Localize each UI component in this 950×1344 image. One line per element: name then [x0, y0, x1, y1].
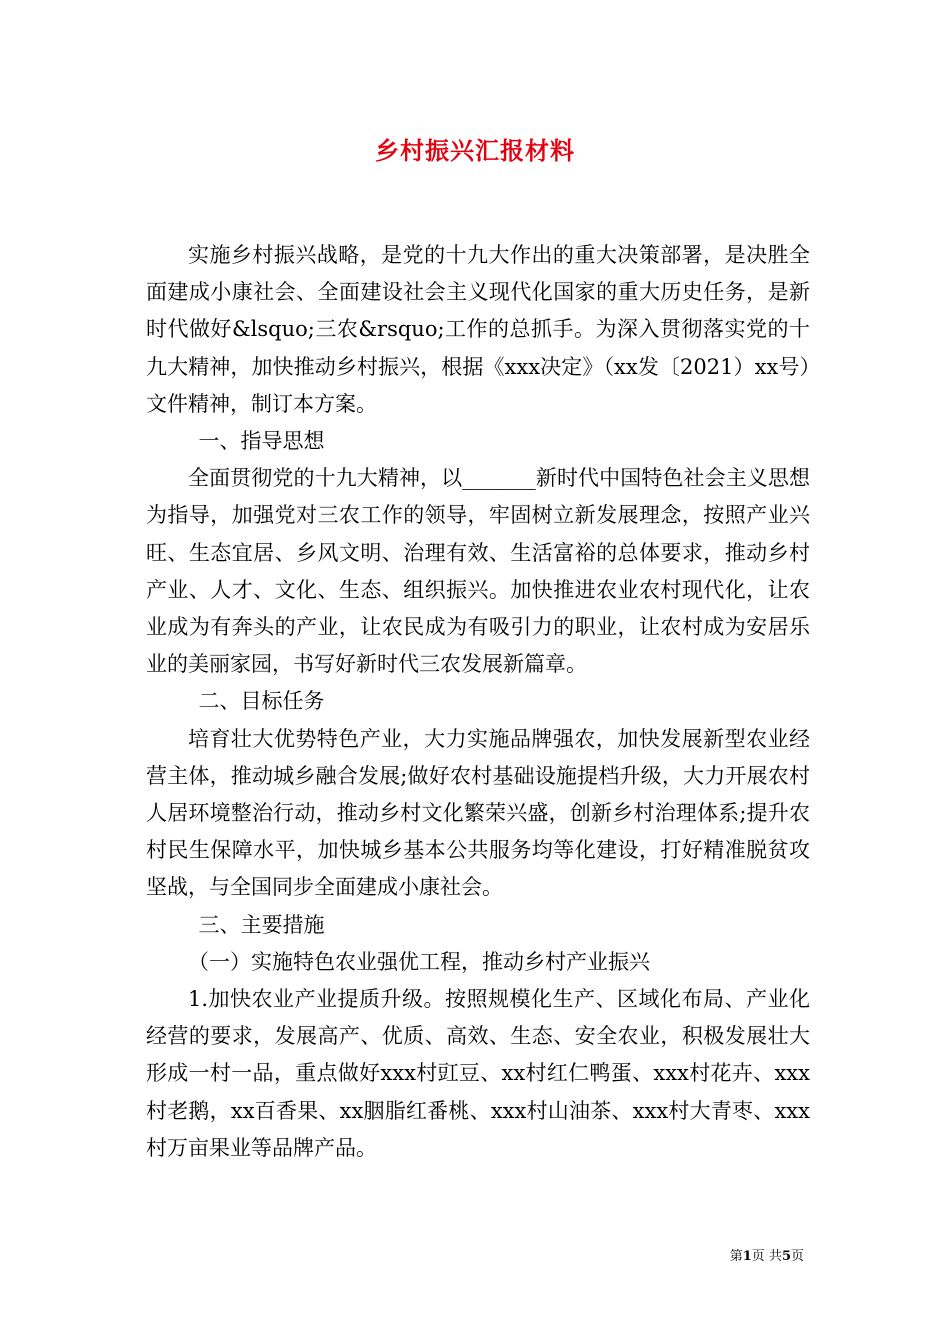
- section-heading-measures: 三、主要措施: [198, 912, 325, 937]
- document-body: [146, 237, 810, 1167]
- footer-total-pages: 5: [781, 1249, 791, 1264]
- intro-paragraph: 实施乡村振兴战略，是党的十九大作出的重大决策部署，是决胜全面建成小康社会、全面建设社会主义现代化国家的重大历史任务，是新时代做好&lsquo;三农&rsquo;工作的总抓手。为深入贯彻落实党的十九大精神，加快推动乡村振兴，根据《xxx决定》（xx发〔2021）xx号）文件精神，制订本方案。: [146, 243, 811, 416]
- subsection-heading-industry: （一）实施特色农业强优工程，推动乡村产业振兴: [188, 949, 650, 974]
- document-title: 乡村振兴汇报材料: [375, 136, 575, 165]
- footer-middle: 页 共: [751, 1249, 782, 1264]
- section-heading-guiding-ideology: 一、指导思想: [198, 429, 325, 454]
- page-number-footer: [730, 1248, 804, 1266]
- footer-prefix: 第: [729, 1249, 743, 1264]
- guiding-ideology-paragraph: 全面贯彻党的十九大精神，以_______新时代中国特色社会主义思想为指导，加强党对三农工作的领导，牢固树立新发展理念，按照产业兴旺、生态宜居、乡风文明、治理有效、生活富裕的总体要求，推动乡村产业、人才、文化、生态、组织振兴。加快推进农业农村现代化，让农业成为有奔头的产业，让农民成为有吸引力的职业，让农村成为安居乐业的美丽家园，书写好新时代三农发展新篇章。: [146, 466, 810, 677]
- measure-1-paragraph: 1.加快农业产业提质升级。按照规模化生产、区域化布局、产业化经营的要求，发展高产、优质、高效、生态、安全农业，积极发展壮大形成一村一品，重点做好xxx村豇豆、xx村红仁鸭蛋、xxx村花卉、xxx村老鹅，xx百香果、xx胭脂红番桃、xxx村山油茶、xxx村大青枣、xxx村万亩果业等品牌产品。: [146, 987, 810, 1160]
- footer-current-page: 1: [742, 1249, 752, 1264]
- footer-suffix: 页: [790, 1249, 804, 1264]
- goals-paragraph: 培育壮大优势特色产业，大力实施品牌强农，加快发展新型农业经营主体，推动城乡融合发展;做好农村基础设施提档升级，大力开展农村人居环境整治行动，推动乡村文化繁荣兴盛，创新乡村治理体系;提升农村民生保障水平，加快城乡基本公共服务均等化建设，打好精准脱贫攻坚战，与全国同步全面建成小康社会。: [146, 726, 810, 900]
- section-heading-goals: 二、目标任务: [198, 689, 325, 714]
